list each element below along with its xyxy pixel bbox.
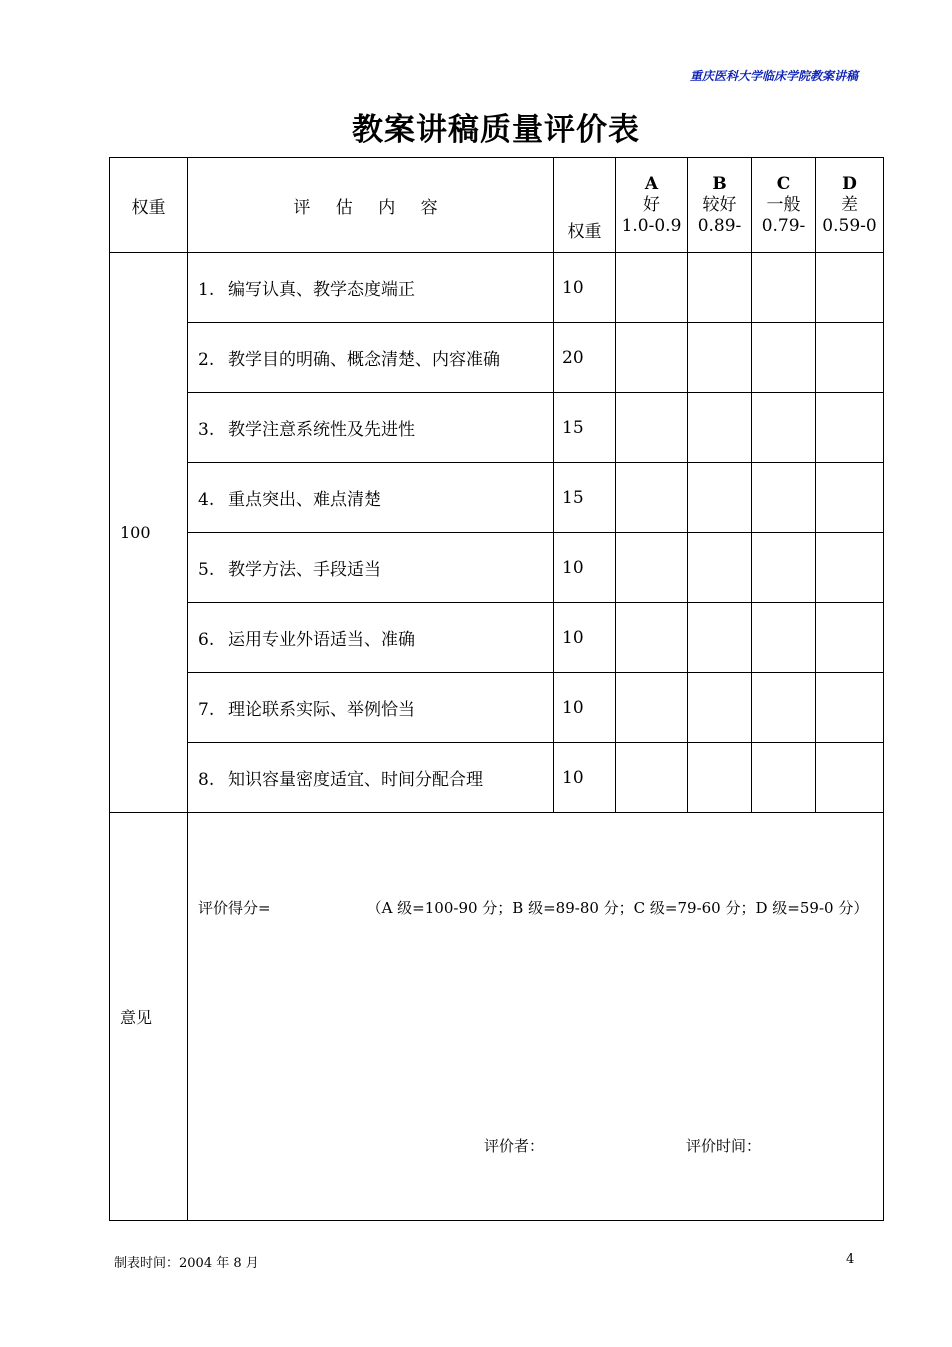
- item-number: 2.: [198, 350, 215, 370]
- table-header-row: [110, 158, 884, 253]
- grade-b-cell[interactable]: [688, 323, 752, 393]
- grade-c-cell[interactable]: [752, 253, 816, 323]
- grade-a-cell[interactable]: [616, 463, 688, 533]
- item-content: [188, 323, 554, 393]
- grade-a-cell[interactable]: [616, 393, 688, 463]
- item-content: [188, 393, 554, 463]
- item-text: 重点突出、难点清楚: [228, 490, 381, 510]
- grade-d-cell[interactable]: [816, 393, 884, 463]
- item-content: [188, 743, 554, 813]
- item-weight: 15: [554, 393, 616, 463]
- page-number: 4: [846, 1252, 855, 1267]
- grade-d-cell[interactable]: [816, 323, 884, 393]
- grade-letter: B: [712, 173, 727, 194]
- table-row: [110, 673, 884, 743]
- grade-range: 0.79-: [761, 215, 806, 236]
- grade-c-cell[interactable]: [752, 743, 816, 813]
- item-weight: 10: [554, 603, 616, 673]
- grade-d-cell[interactable]: [816, 533, 884, 603]
- eval-time-label: 评价时间：: [686, 1137, 762, 1155]
- grade-d-cell[interactable]: [816, 463, 884, 533]
- header-weight: 权重: [110, 158, 188, 253]
- item-text: 知识容量密度适宜、时间分配合理: [228, 770, 483, 790]
- grade-c-cell[interactable]: [752, 463, 816, 533]
- page-title: 教案讲稿质量评价表: [352, 112, 640, 148]
- item-number: 4.: [198, 490, 215, 510]
- grade-a-cell[interactable]: [616, 253, 688, 323]
- item-content: [188, 253, 554, 323]
- table-row: [110, 393, 884, 463]
- item-weight: 10: [554, 673, 616, 743]
- item-number: 5.: [198, 560, 215, 580]
- grade-b-cell[interactable]: [688, 743, 752, 813]
- item-number: 6.: [198, 630, 215, 650]
- item-content: [188, 463, 554, 533]
- item-number: 1.: [198, 280, 215, 300]
- grade-b-cell[interactable]: [688, 603, 752, 673]
- grade-c-cell[interactable]: [752, 323, 816, 393]
- table-row: [110, 253, 884, 323]
- item-weight: 15: [554, 463, 616, 533]
- item-weight: 10: [554, 253, 616, 323]
- header-grade-c: [752, 158, 816, 253]
- grade-c-cell[interactable]: [752, 603, 816, 673]
- grade-letter: A: [644, 173, 659, 194]
- table-row: [110, 743, 884, 813]
- grade-scale: （A 级=100-90 分；B 级=89-80 分；C 级=79-60 分；D 级=59-0 分）: [366, 899, 869, 917]
- grade-letter: D: [842, 173, 857, 194]
- grade-label: 一般: [766, 194, 801, 215]
- grade-c-cell[interactable]: [752, 673, 816, 743]
- item-content: [188, 673, 554, 743]
- item-weight: 20: [554, 323, 616, 393]
- grade-letter: C: [776, 173, 791, 194]
- item-text: 运用专业外语适当、准确: [228, 630, 415, 650]
- item-text: 编写认真、教学态度端正: [228, 280, 415, 300]
- header-grade-a: [616, 158, 688, 253]
- evaluator-label: 评价者：: [484, 1137, 545, 1155]
- item-content: [188, 603, 554, 673]
- table-row: [110, 463, 884, 533]
- grade-d-cell[interactable]: [816, 673, 884, 743]
- grade-label: 好: [643, 194, 660, 215]
- header-content: 评 估 内 容: [188, 158, 554, 253]
- grade-a-cell[interactable]: [616, 603, 688, 673]
- grade-label: 差: [841, 194, 858, 215]
- grade-d-cell[interactable]: [816, 603, 884, 673]
- grade-b-cell[interactable]: [688, 533, 752, 603]
- header-note: 重庆医科大学临床学院教案讲稿: [689, 69, 858, 83]
- item-number: 7.: [198, 700, 215, 720]
- item-text: 教学方法、手段适当: [228, 560, 381, 580]
- opinion-label: 意见: [110, 813, 188, 1221]
- total-weight-cell: 100: [110, 253, 188, 813]
- grade-range: 1.0-0.9: [621, 215, 682, 236]
- item-text: 教学注意系统性及先进性: [228, 420, 415, 440]
- grade-d-cell[interactable]: [816, 743, 884, 813]
- grade-d-cell[interactable]: [816, 253, 884, 323]
- item-content: [188, 533, 554, 603]
- item-number: 8.: [198, 770, 215, 790]
- item-text: 教学目的明确、概念清楚、内容准确: [228, 350, 500, 370]
- grade-c-cell[interactable]: [752, 393, 816, 463]
- grade-a-cell[interactable]: [616, 673, 688, 743]
- header-grade-b: [688, 158, 752, 253]
- score-line: [198, 897, 868, 918]
- grade-range: 0.89-: [697, 215, 742, 236]
- grade-a-cell[interactable]: [616, 323, 688, 393]
- grade-b-cell[interactable]: [688, 393, 752, 463]
- opinion-area[interactable]: [188, 813, 884, 1221]
- header-grade-d: [816, 158, 884, 253]
- item-weight: 10: [554, 533, 616, 603]
- table-row: [110, 323, 884, 393]
- footer-date: 制表时间：2004 年 8 月: [114, 1256, 259, 1271]
- header-score: 权重: [554, 158, 616, 253]
- opinion-row: [110, 813, 884, 1221]
- item-weight: 10: [554, 743, 616, 813]
- grade-a-cell[interactable]: [616, 533, 688, 603]
- score-label: 评价得分=: [198, 899, 271, 917]
- grade-b-cell[interactable]: [688, 463, 752, 533]
- item-text: 理论联系实际、举例恰当: [228, 700, 415, 720]
- grade-label: 较好: [702, 194, 737, 215]
- table-row: [110, 603, 884, 673]
- grade-b-cell[interactable]: [688, 673, 752, 743]
- evaluation-table: [109, 157, 884, 1221]
- table-row: [110, 533, 884, 603]
- item-number: 3.: [198, 420, 215, 440]
- grade-c-cell[interactable]: [752, 533, 816, 603]
- grade-range: 0.59-0: [822, 215, 877, 236]
- grade-b-cell[interactable]: [688, 253, 752, 323]
- grade-a-cell[interactable]: [616, 743, 688, 813]
